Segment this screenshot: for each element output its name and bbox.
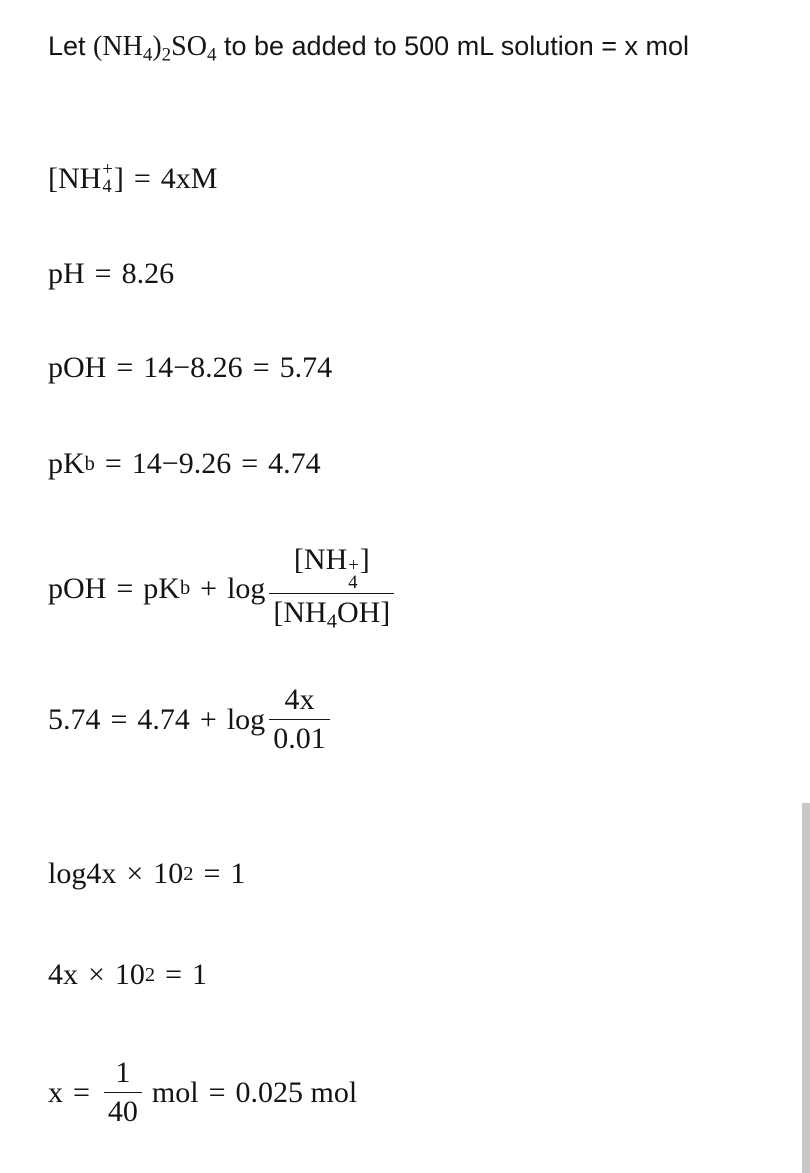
eq4-equals-2: = (241, 447, 259, 480)
intro-statement (48, 22, 768, 79)
compound-sub-4b: 4 (206, 44, 217, 66)
eq9-numerator: 1 (115, 1056, 131, 1089)
eq7-base: 10 (153, 857, 184, 890)
scrollbar[interactable] (802, 803, 810, 1173)
eq-pkb (48, 447, 321, 481)
eq3-mid: 14−8.26 (143, 351, 243, 384)
compound-so: SO (171, 31, 207, 62)
eq-ammonium-conc (48, 159, 218, 197)
compound-formula (93, 31, 217, 66)
eq4-rhs: 4.74 (268, 447, 321, 480)
eq5-den-sub: 4 (326, 611, 337, 634)
eq7-rhs: 1 (230, 857, 246, 890)
eq9-denominator: 40 (104, 1092, 142, 1129)
eq1-bracket: ] (113, 162, 124, 195)
eq4-mid: 14−9.26 (131, 447, 232, 480)
eq9-fraction (104, 1056, 142, 1129)
eq5-plus: + (200, 571, 218, 605)
eq5-numerator (290, 543, 374, 593)
eq7-times: × (126, 857, 144, 890)
eq8-equals: = (165, 958, 183, 991)
eq3-equals-1: = (116, 351, 134, 384)
eq6-log: log (226, 702, 266, 736)
eq6-numerator: 4x (284, 683, 315, 716)
eq5-den-text: [NH (273, 596, 327, 630)
eq4-lhs: pK (48, 447, 85, 480)
eq-log-step (48, 857, 245, 891)
eq5-lhs: pOH (48, 571, 107, 605)
eq6-denominator: 0.01 (269, 719, 330, 756)
intro-suffix: to be added to 500 mL solution = x mol (216, 31, 690, 61)
compound-sub-4: 4 (142, 44, 153, 66)
eq8-times: × (88, 958, 105, 991)
eq3-lhs: pOH (48, 351, 107, 384)
eq5-num-subsup (348, 554, 359, 593)
eq2-equals: = (94, 257, 112, 290)
eq1-equals: = (133, 162, 151, 195)
eq6-fraction (269, 683, 330, 756)
eq9-equals-2: = (208, 1075, 226, 1109)
eq8-lhs: 4x (48, 958, 78, 991)
eq9-lhs: x (48, 1075, 63, 1109)
eq-substituted (48, 683, 334, 756)
eq5-pk: pK (143, 571, 180, 605)
eq5-num-text: [NH (293, 543, 348, 576)
eq-poh (48, 351, 332, 385)
eq5-num-sup: + (348, 554, 359, 576)
eq1-lhs: [NH (48, 162, 102, 195)
eq6-rhs-a: 4.74 (137, 702, 190, 736)
eq6-lhs: 5.74 (48, 702, 101, 736)
eq2-lhs: pH (48, 257, 85, 290)
eq-ph (48, 257, 174, 291)
eq2-rhs: 8.26 (121, 257, 175, 290)
eq3-rhs: 5.74 (279, 351, 333, 384)
eq7-exp: 2 (183, 862, 194, 885)
intro-prefix: Let (48, 31, 94, 61)
eq5-equals: = (116, 571, 134, 605)
eq8-rhs: 1 (192, 958, 208, 991)
compound-paren: ) (152, 31, 162, 62)
eq1-sub: 4 (102, 176, 112, 197)
eq3-equals-2: = (252, 351, 270, 384)
eq5-num-sub: 4 (348, 571, 358, 593)
eq5-fraction (269, 543, 394, 634)
eq8-exp: 2 (144, 963, 156, 986)
eq-result (48, 1056, 357, 1129)
eq1-rhs: 4xM (160, 162, 218, 195)
eq6-plus: + (199, 702, 217, 736)
eq6-equals: = (110, 702, 128, 736)
compound-nh: (NH (93, 31, 143, 62)
eq5-num-close: ] (359, 543, 370, 576)
eq5-log: log (227, 571, 266, 605)
eq4-equals-1: = (104, 447, 122, 480)
eq8-base: 10 (114, 958, 145, 991)
compound-sub-2: 2 (161, 44, 172, 66)
eq5-den-tail: OH] (336, 596, 391, 630)
eq-antilog-step (48, 958, 207, 992)
eq7-equals: = (203, 857, 221, 890)
eq1-subsup (102, 159, 113, 197)
eq5-pk-sub: b (179, 577, 191, 600)
eq5-denominator (269, 593, 394, 634)
eq1-sup: + (102, 159, 113, 181)
eq9-rhs: 0.025 mol (235, 1075, 358, 1109)
eq7-lhs: log4x (48, 857, 117, 890)
eq9-unit: mol (151, 1075, 199, 1109)
eq4-sub: b (84, 452, 95, 475)
eq-henderson (48, 543, 398, 634)
eq9-equals-1: = (73, 1075, 90, 1109)
